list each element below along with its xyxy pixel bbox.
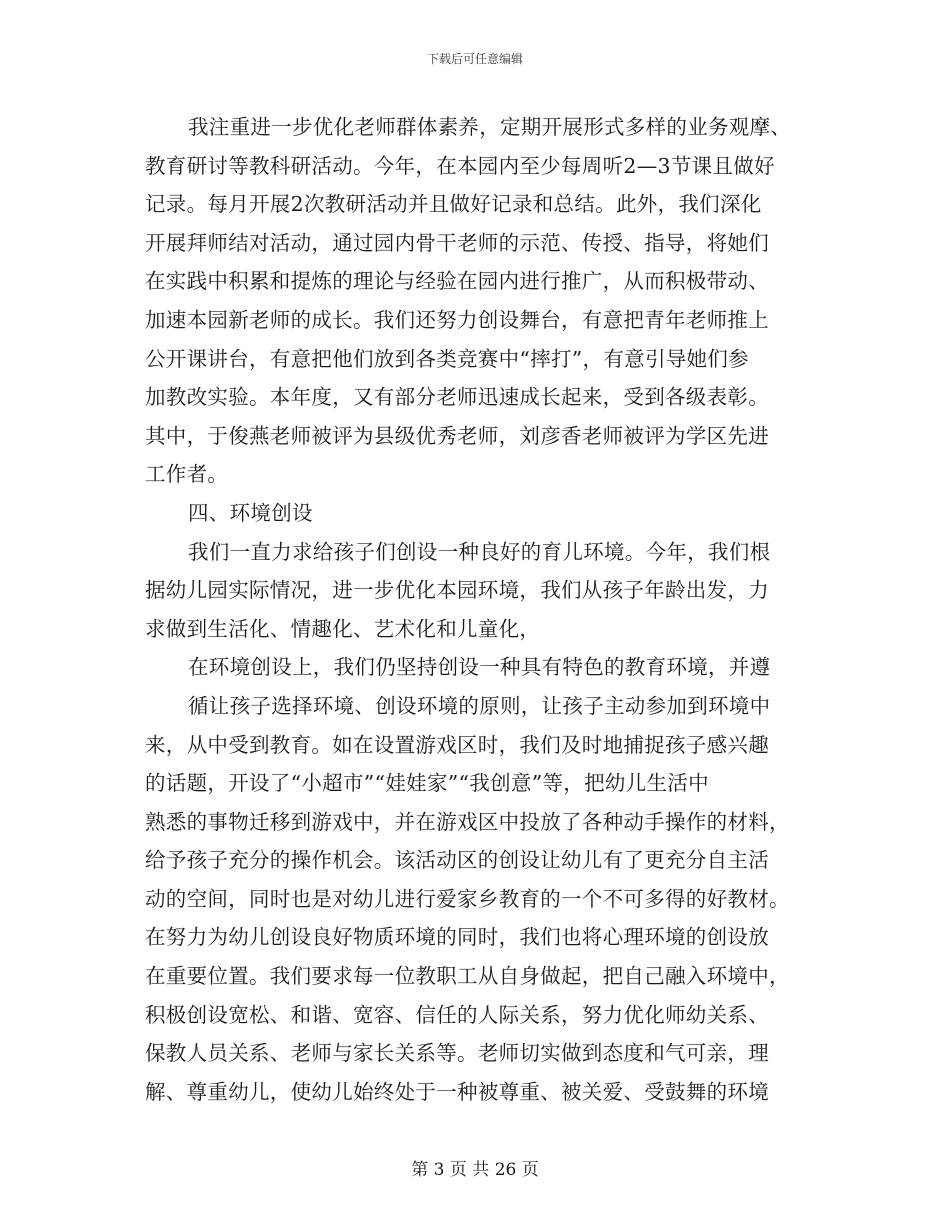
- paragraph-line: 教育研讨等教科研活动。今年，在本园内至少每周听2—3节课且做好: [145, 153, 775, 178]
- paragraph-line: 记录。每月开展2次教研活动并且做好记录和总结。此外，我们深化: [145, 192, 762, 217]
- paragraph-line: 熟悉的事物迁移到游戏中，并在游戏区中投放了各种动手操作的材料，: [145, 809, 790, 834]
- section-heading: 四、环境创设: [188, 500, 313, 525]
- paragraph-line: 来，从中受到教育。如在设置游戏区时，我们及时地捕捉孩子感兴趣: [145, 732, 769, 757]
- paragraph-line: 开展拜师结对活动，通过园内骨干老师的示范、传授、指导，将她们: [145, 230, 769, 255]
- paragraph-line: 加速本园新老师的成长。我们还努力创设舞台，有意把青年老师推上: [145, 307, 769, 332]
- paragraph-line: 在重要位置。我们要求每一位教职工从自身做起，把自己融入环境中，: [145, 964, 790, 989]
- paragraph-line: 在实践中积累和提炼的理论与经验在园内进行推广，从而积极带动、: [145, 269, 769, 294]
- paragraph-line: 求做到生活化、情趣化、艺术化和儿童化，: [145, 616, 541, 641]
- paragraph-line: 在环境创设上，我们仍坚持创设一种具有特色的教育环境，并遵: [188, 655, 771, 680]
- paragraph-line: 我注重进一步优化老师群体素养，定期开展形式多样的业务观摩、: [188, 115, 792, 139]
- paragraph-line: 的话题，开设了“小超市”“娃娃家”“我创意”等，把幼儿生活中: [145, 771, 709, 796]
- paragraph-line: 我们一直力求给孩子们创设一种良好的育儿环境。今年，我们根: [188, 539, 771, 564]
- paragraph-line: 公开课讲台，有意把他们放到各类竞赛中“摔打”，有意引导她们参: [145, 346, 749, 371]
- paragraph-line: 解、尊重幼儿，使幼儿始终处于一种被尊重、被关爱、受鼓舞的环境: [145, 1079, 769, 1104]
- paragraph-line: 加教改实验。本年度，又有部分老师迅速成长起来，受到各级表彰。: [145, 385, 769, 410]
- paragraph-line: 在努力为幼儿创设良好物质环境的同时，我们也将心理环境的创设放: [145, 925, 769, 950]
- paragraph-line: 给予孩子充分的操作机会。该活动区的创设让幼儿有了更充分自主活: [145, 848, 769, 873]
- header-note: 下载后可任意编辑: [426, 52, 523, 66]
- page-footer: [0, 1155, 950, 1180]
- paragraph-line: 其中，于俊燕老师被评为县级优秀老师，刘彦香老师被评为学区先进: [145, 423, 769, 448]
- document-body: [145, 108, 805, 1111]
- paragraph-line: 保教人员关系、老师与家长关系等。老师切实做到态度和气可亲，理: [145, 1041, 769, 1066]
- paragraph-line: 据幼儿园实际情况，进一步优化本园环境，我们从孩子年龄出发，力: [145, 578, 769, 603]
- paragraph-line: 动的空间，同时也是对幼儿进行爱家乡教育的一个不可多得的好教材。: [145, 886, 790, 911]
- paragraph-line: 积极创设宽松、和谐、宽容、信任的人际关系，努力优化师幼关系、: [145, 1002, 769, 1027]
- paragraph-line: 工作者。: [145, 462, 229, 487]
- page-header: [0, 50, 950, 67]
- paragraph-line: 循让孩子选择环境、创设环境的原则，让孩子主动参加到环境中: [188, 693, 771, 718]
- page-number: 第 3 页 共 26 页: [411, 1160, 539, 1180]
